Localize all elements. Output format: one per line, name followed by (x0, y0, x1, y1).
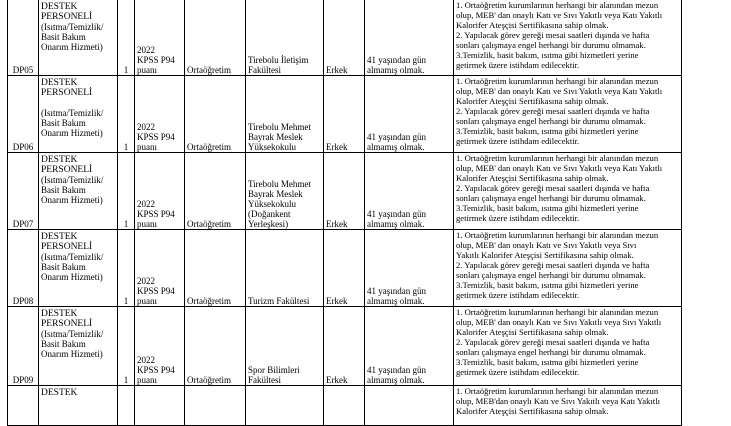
condition-line: 2. Yapılacak görev gereği mesai saatleri dışında ve hafta (456, 30, 650, 40)
condition-line: 1. Ortaöğretim kurumlarının herhangi bir alanından mezun (456, 153, 659, 163)
title-main: PERSONELİ (41, 165, 93, 175)
age-line: almamış olmak. (367, 142, 425, 152)
special-conditions (454, 307, 682, 386)
staff-positions-table (7, 0, 682, 426)
kpss-line: puanı (137, 296, 157, 306)
age-line: almamış olmak. (367, 375, 425, 385)
title-top: DESTEK (41, 309, 78, 319)
condition-line: getirmek üzere istihdam edilecektir. (456, 136, 580, 146)
condition-line: olup, MEB' dan onaylı Katı ve Sıvı Yakıtlı veya Katı Yakıtlı (456, 10, 663, 20)
age-line: almamış olmak. (367, 65, 425, 75)
position-title (39, 230, 118, 307)
unit-line: Tirebolu İletişim (248, 55, 309, 65)
position-count: 1 (118, 230, 135, 307)
title-top: DESTEK (41, 232, 78, 242)
unit-line: Tirebolu Mehmet (248, 122, 311, 132)
position-title (39, 307, 118, 386)
condition-line: sonları çalışmaya engel herhangi bir durumu olmamak. (456, 116, 646, 126)
unit-line: Yüksekokulu (248, 199, 296, 209)
condition-line: 2. Yapılacak görev gereği mesai saatleri dışında ve hafta (456, 260, 650, 270)
unit-name (246, 386, 324, 426)
education-level: Ortaöğretim (185, 230, 246, 307)
unit-name (246, 307, 324, 386)
unit-name (246, 0, 324, 76)
kpss-line: KPSS P94 (137, 286, 175, 296)
position-title (39, 153, 118, 230)
age-line: almamış olmak. (367, 219, 425, 229)
unit-line: Bayrak Meslek (248, 132, 303, 142)
table-row (8, 76, 682, 153)
kpss-requirement (135, 0, 185, 76)
unit-name (246, 230, 324, 307)
table-row (8, 153, 682, 230)
condition-line: sonları çalışmaya engel herhangi bir durumu olmamak. (456, 347, 646, 357)
gender: Erkek (324, 153, 365, 230)
position-count: 1 (118, 0, 135, 76)
kpss-requirement (135, 307, 185, 386)
special-conditions (454, 230, 682, 307)
condition-line: Kalorifer Ateşçisi Sertifikasına sahip olmak. (456, 20, 609, 30)
condition-line: 3.Temizlik, basit bakım, ısıtma gibi hizmetleri yerine (456, 126, 639, 136)
age-line: 41 yaşından gün (367, 209, 426, 219)
position-code: DP06 (8, 76, 39, 153)
unit-name (246, 76, 324, 153)
kpss-requirement (135, 76, 185, 153)
age-requirement (365, 153, 454, 230)
title-detail: (Isıtma/Temizlik/ (41, 252, 104, 262)
position-code: DP05 (8, 0, 39, 76)
kpss-line: puanı (137, 375, 157, 385)
condition-line: sonları çalışmaya engel herhangi bir durumu olmamak. (456, 193, 646, 203)
kpss-line: 2022 (137, 276, 155, 286)
special-conditions (454, 76, 682, 153)
table-row (8, 230, 682, 307)
gender: Erkek (324, 76, 365, 153)
title-detail: Onarım Hizmeti) (41, 128, 103, 138)
condition-line: 3.Temizlik, basit bakım, ısıtma gibi hizmetleri yerine (456, 280, 639, 290)
unit-line: Yüksekokulu (248, 142, 296, 152)
position-code (8, 386, 39, 426)
title-detail: Onarım Hizmeti) (41, 272, 103, 282)
title-top: DESTEK (41, 78, 78, 88)
table-row (8, 307, 682, 386)
condition-line: sonları çalışmaya engel herhangi bir durumu olmamak. (456, 40, 646, 50)
condition-line: Kalorifer Ateşçisi Sertifikasına sahip olmak. (456, 327, 609, 337)
title-detail: (Isıtma/Temizlik/ (41, 329, 104, 339)
kpss-requirement (135, 153, 185, 230)
unit-line: Yerleşkesi) (248, 219, 289, 229)
title-detail: Basit Bakım (41, 118, 86, 128)
condition-line: 2. Yapılacak görev gereği mesai saatleri dışında ve hafta (456, 337, 650, 347)
title-main: PERSONELİ (41, 12, 93, 22)
condition-line: olup, MEB'dan onaylı Katı ve Sıvı Yakıtlı veya Katı Yakıtlı (456, 396, 660, 406)
condition-line: getirmek üzere istihdam edilecektir. (456, 290, 580, 300)
unit-line: Bayrak Meslek (248, 189, 303, 199)
gender (324, 386, 365, 426)
title-top: DESTEK (41, 155, 78, 165)
gender: Erkek (324, 0, 365, 76)
title-top: DESTEK (41, 2, 78, 12)
unit-line: Spor Bilimleri (248, 365, 300, 375)
title-detail: Basit Bakım (41, 185, 86, 195)
title-detail: (Isıtma/Temizlik/ (41, 175, 104, 185)
age-line: 41 yaşından gün (367, 132, 426, 142)
unit-name (246, 153, 324, 230)
position-code: DP07 (8, 153, 39, 230)
table-body (8, 0, 682, 426)
title-main: PERSONELİ (41, 88, 93, 98)
condition-line: Yakıtlı Kalorifer Ateşçisi Sertifikasına sahip olmak. (456, 250, 634, 260)
title-detail (41, 98, 115, 108)
condition-line: 1. Ortaöğretim kurumlarının herhangi bir alanından mezun (456, 76, 659, 86)
condition-line: getirmek üzere istihdam edilecektir. (456, 213, 580, 223)
position-count: 1 (118, 76, 135, 153)
special-conditions (454, 0, 682, 76)
table-row (8, 386, 682, 426)
kpss-requirement (135, 230, 185, 307)
condition-line: olup, MEB' dan onaylı Katı ve Sıvı Yakıtlı veya Katı Yakıtlı (456, 86, 663, 96)
kpss-line: 2022 (137, 199, 155, 209)
title-detail: Basit Bakım (41, 339, 86, 349)
condition-line: Kalorifer Ateşçisi Sertifikasına sahip olmak. (456, 173, 609, 183)
position-count: 1 (118, 307, 135, 386)
kpss-line: puanı (137, 142, 157, 152)
special-conditions (454, 153, 682, 230)
condition-line: 3.Temizlik, basit bakım, ısıtma gibi hizmetleri yerine (456, 203, 639, 213)
title-detail: Basit Bakım (41, 32, 86, 42)
age-requirement (365, 76, 454, 153)
title-detail: (Isıtma/Temizlik/ (41, 108, 104, 118)
position-title (39, 76, 118, 153)
condition-line: getirmek üzere istihdam edilecektir. (456, 367, 580, 377)
age-line: 41 yaşından gün (367, 365, 426, 375)
title-detail: Onarım Hizmeti) (41, 349, 103, 359)
condition-line: olup, MEB' dan onaylı Katı ve Sıvı Yakıtlı veya Sıvı (456, 240, 637, 250)
kpss-line: KPSS P94 (137, 209, 175, 219)
kpss-line: KPSS P94 (137, 132, 175, 142)
education-level: Ortaöğretim (185, 0, 246, 76)
table-row (8, 0, 682, 76)
age-line: 41 yaşından gün (367, 55, 426, 65)
condition-line: 1. Ortaöğretim kurumlarının herhangi bir alanından mezun (456, 307, 659, 317)
title-main: PERSONELİ (41, 319, 93, 329)
unit-line: Tirebolu Mehmet (248, 179, 311, 189)
condition-line: 3.Temizlik, basit bakım, ısıtma gibi hizmetleri yerine (456, 50, 639, 60)
condition-line: 1. Ortaöğretim kurumlarının herhangi bir alanından mezun (456, 0, 659, 10)
condition-line: getirmek üzere istihdam edilecektir. (456, 60, 580, 70)
condition-line: 1. Ortaöğretim kurumlarının herhangi bir alanından mezun (456, 386, 659, 396)
condition-line: olup, MEB' dan onaylı Katı ve Sıvı Yakıtlı veya Sıvı Yakıtlı (456, 317, 662, 327)
age-requirement (365, 0, 454, 76)
unit-line: Fakültesi (248, 65, 281, 75)
age-requirement (365, 386, 454, 426)
kpss-line: KPSS P94 (137, 365, 175, 375)
position-title (39, 386, 118, 426)
condition-line: olup, MEB' dan onaylı Katı ve Sıvı Yakıtlı veya Katı Yakıtlı (456, 163, 663, 173)
title-main: PERSONELİ (41, 242, 93, 252)
condition-line: 2. Yapılacak görev gereği mesai saatleri dışında ve hafta (456, 106, 650, 116)
condition-line: sonları çalışmaya engel herhangi bir durumu olmamak. (456, 270, 646, 280)
age-line: almamış olmak. (367, 296, 425, 306)
position-count (118, 386, 135, 426)
age-requirement (365, 307, 454, 386)
condition-line: 2. Yapılacak görev gereği mesai saatleri dışında ve hafta (456, 183, 650, 193)
kpss-line: 2022 (137, 355, 155, 365)
unit-line: Turizm Fakültesi (248, 296, 310, 306)
education-level: Ortaöğretim (185, 307, 246, 386)
gender: Erkek (324, 230, 365, 307)
age-line: 41 yaşından gün (367, 286, 426, 296)
kpss-line: KPSS P94 (137, 55, 175, 65)
age-requirement (365, 230, 454, 307)
special-conditions (454, 386, 682, 426)
title-main: DESTEK (41, 388, 78, 398)
condition-line: Kalorifer Ateşçisi Sertifikasına sahip olmak. (456, 96, 609, 106)
kpss-line: puanı (137, 219, 157, 229)
education-level: Ortaöğretim (185, 153, 246, 230)
kpss-requirement (135, 386, 185, 426)
title-detail: Onarım Hizmeti) (41, 42, 103, 52)
unit-line: (Doğankent (248, 209, 291, 219)
position-count: 1 (118, 153, 135, 230)
unit-line: Fakültesi (248, 375, 281, 385)
kpss-line: 2022 (137, 45, 155, 55)
position-code: DP09 (8, 307, 39, 386)
kpss-line: 2022 (137, 122, 155, 132)
condition-line: Kalorifer Ateşçisi Sertifikasına sahip olmak. (456, 406, 609, 416)
position-code: DP08 (8, 230, 39, 307)
title-detail: (Isıtma/Temizlik/ (41, 22, 104, 32)
education-level (185, 386, 246, 426)
position-title (39, 0, 118, 76)
education-level: Ortaöğretim (185, 76, 246, 153)
condition-line: 1. Ortaöğretim kurumlarının herhangi bir alanından mezun (456, 230, 659, 240)
title-detail: Basit Bakım (41, 262, 86, 272)
title-detail: Onarım Hizmeti) (41, 195, 103, 205)
gender: Erkek (324, 307, 365, 386)
kpss-line: puanı (137, 65, 157, 75)
condition-line: 3.Temizlik, basit bakım, ısıtma gibi hizmetleri yerine (456, 357, 639, 367)
